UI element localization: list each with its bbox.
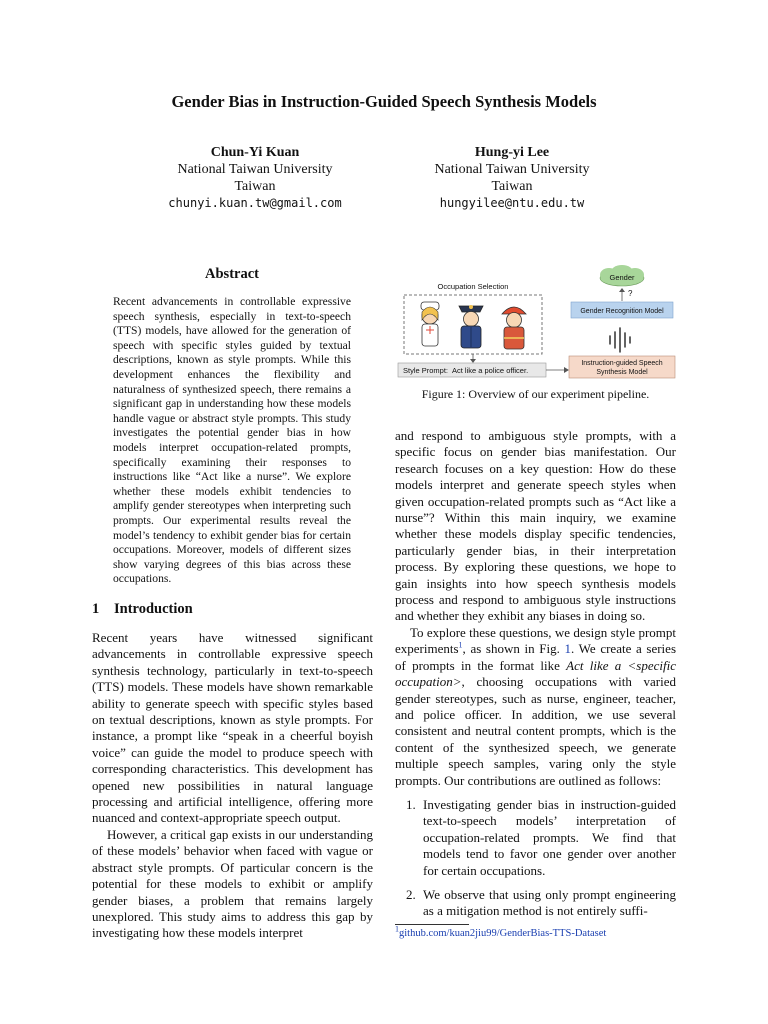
- list-item-number: 2.: [406, 886, 416, 902]
- right-paragraph-2: [395, 625, 676, 789]
- footnote: [395, 924, 607, 939]
- author-affiliation: National Taiwan University: [434, 162, 590, 177]
- police-figure-icon: [459, 305, 483, 348]
- author-block-2: [382, 144, 642, 212]
- section-heading: [92, 601, 193, 618]
- figure-1: [396, 264, 678, 382]
- synthesis-model-label-line2: Synthesis Model: [596, 369, 648, 376]
- p2-text-b: , as shown in Fig.: [462, 641, 565, 657]
- question-mark: ?: [628, 289, 633, 298]
- author-affiliation: National Taiwan University: [177, 162, 333, 177]
- author-country: Taiwan: [491, 179, 533, 194]
- footnote-marker: 1: [395, 924, 399, 934]
- list-item-text: We observe that using only prompt engineering as a mitigation method is not entirely suffi-: [423, 886, 676, 919]
- list-item-text: Investigating gender bias in instruction-guided text-to-speech models’ interpretation of occupation-related prompts. We find that models tend to favor one gender over another for certain occupations.: [423, 796, 676, 878]
- firefighter-figure-icon: [502, 307, 526, 349]
- author-name: Chun-Yi Kuan: [210, 145, 300, 160]
- gender-recognition-label: Gender Recognition Model: [580, 308, 664, 315]
- right-paragraph-1: and respond to ambiguous style prompts, with a specific focus on gender bias manifestation. Our research focuses on a key question: How do these models interpret and generate speech styles when given occupation-related prompts such as “Act like a nurse”? Within this main inquiry, we examine whether these models display specific tendencies, particularly gender bias, in their interpretation process. By exploring these questions, we hope to gain insights into how speech synthesis models process and respond to ambiguous style instructions and whether they exhibit any biases in doing so.: [395, 428, 676, 624]
- intro-right-column: [395, 428, 676, 928]
- author-email[interactable]: hungyilee@ntu.edu.tw: [439, 196, 585, 210]
- footnote-link[interactable]: github.com/kuan2jiu99/GenderBias-TTS-Dataset: [399, 928, 607, 939]
- waveform-icon: [610, 328, 630, 352]
- p2-text-d: , choosing occupations with varied gender stereotypes, such as nurse, engineer, teacher, and police officer. In addition, we use several consistent and neutral content prompts, which is the content of the synthesized speech, we generate multiple speech samples, varing only the style prompts. Our contributions are outlined as follows:: [395, 674, 676, 788]
- figure-caption: Figure 1: Overview of our experiment pipeline.: [421, 387, 650, 401]
- contribution-list: [395, 797, 676, 920]
- p2-text-c: . We create a series of prompts in the format like: [395, 641, 677, 673]
- gender-label: Gender: [609, 273, 635, 282]
- abstract-text: Recent advancements in controllable expressive speech synthesis, especially in text-to-speech (TTS) models, have allowed for the generation of speech with specific styles guided by textual descriptions, known as style prompts. While this development enhances the flexibility and naturalness of synthesized speech, there remains a significant gap in understanding how these models handle vague or abstract style prompts. This study investigates the potential gender bias in how models interpret occupation-related prompts, specifically examining their responses to instructions like “Act like a nurse”. We explore whether these models exhibit tendencies to amplify gender stereotypes when interpreting such prompts. Our experimental results reveal the model’s tendency to exhibit gender bias for certain occupations. Moreover, models of different sizes show varying degrees of this bias across these occupations.: [113, 295, 351, 586]
- intro-left-column: [92, 630, 373, 942]
- intro-paragraph-1: Recent years have witnessed significant advancements in controllable expressive speech synthesis technology, particularly in text-to-speech (TTS) models. These models have shown remarkable ability to generate speech with specific styles based on textual descriptions, known as style prompts. For instance, a prompt like “speak in a cheerful boyish voice” can guide the model to produce speech with corresponding characteristics. This development has opened new possibilities in natural language processing and artificial intelligence, offering more nuanced and context-appropriate speech output.: [92, 630, 373, 826]
- abstract-heading: Abstract: [205, 266, 259, 282]
- style-prompt-label: Style Prompt:: [403, 366, 449, 375]
- figure-ref-link[interactable]: 1: [564, 641, 572, 657]
- synthesis-model-label-line1: Instruction-guided Speech: [581, 360, 663, 367]
- footnote-divider: [395, 924, 469, 925]
- section-title: Introduction: [114, 601, 193, 617]
- style-prompt-value: Act like a police officer.: [452, 366, 529, 375]
- pipeline-diagram: [396, 264, 678, 382]
- list-item-number: 1.: [406, 796, 416, 812]
- p2-text-a: To explore these questions, we design style prompt experiments: [395, 624, 676, 657]
- intro-paragraph-2: However, a critical gap exists in our understanding of these models’ behavior when faced with vague or abstract style prompts. Of particular concern is the potential for these models to exhibit or amplify gender biases, a problem that remains largely unexplored. This study aims to address this gap by investigating how these models interpret: [92, 826, 373, 941]
- author-name: Hung-yi Lee: [474, 145, 550, 160]
- author-country: Taiwan: [234, 179, 276, 194]
- section-number: 1: [92, 601, 100, 617]
- nurse-figure-icon: [421, 302, 439, 346]
- footnote-ref[interactable]: 1: [458, 640, 463, 650]
- author-email[interactable]: chunyi.kuan.tw@gmail.com: [168, 196, 342, 210]
- author-block-1: [125, 144, 385, 212]
- occupation-label: Occupation Selection: [437, 282, 509, 291]
- gender-cloud: [600, 265, 644, 286]
- list-item: [406, 886, 676, 920]
- paper-title: Gender Bias in Instruction-Guided Speech Synthesis Models: [171, 92, 597, 111]
- p2-prompt-format: Act like a <specific occupation>: [395, 657, 676, 690]
- list-item: [406, 796, 676, 879]
